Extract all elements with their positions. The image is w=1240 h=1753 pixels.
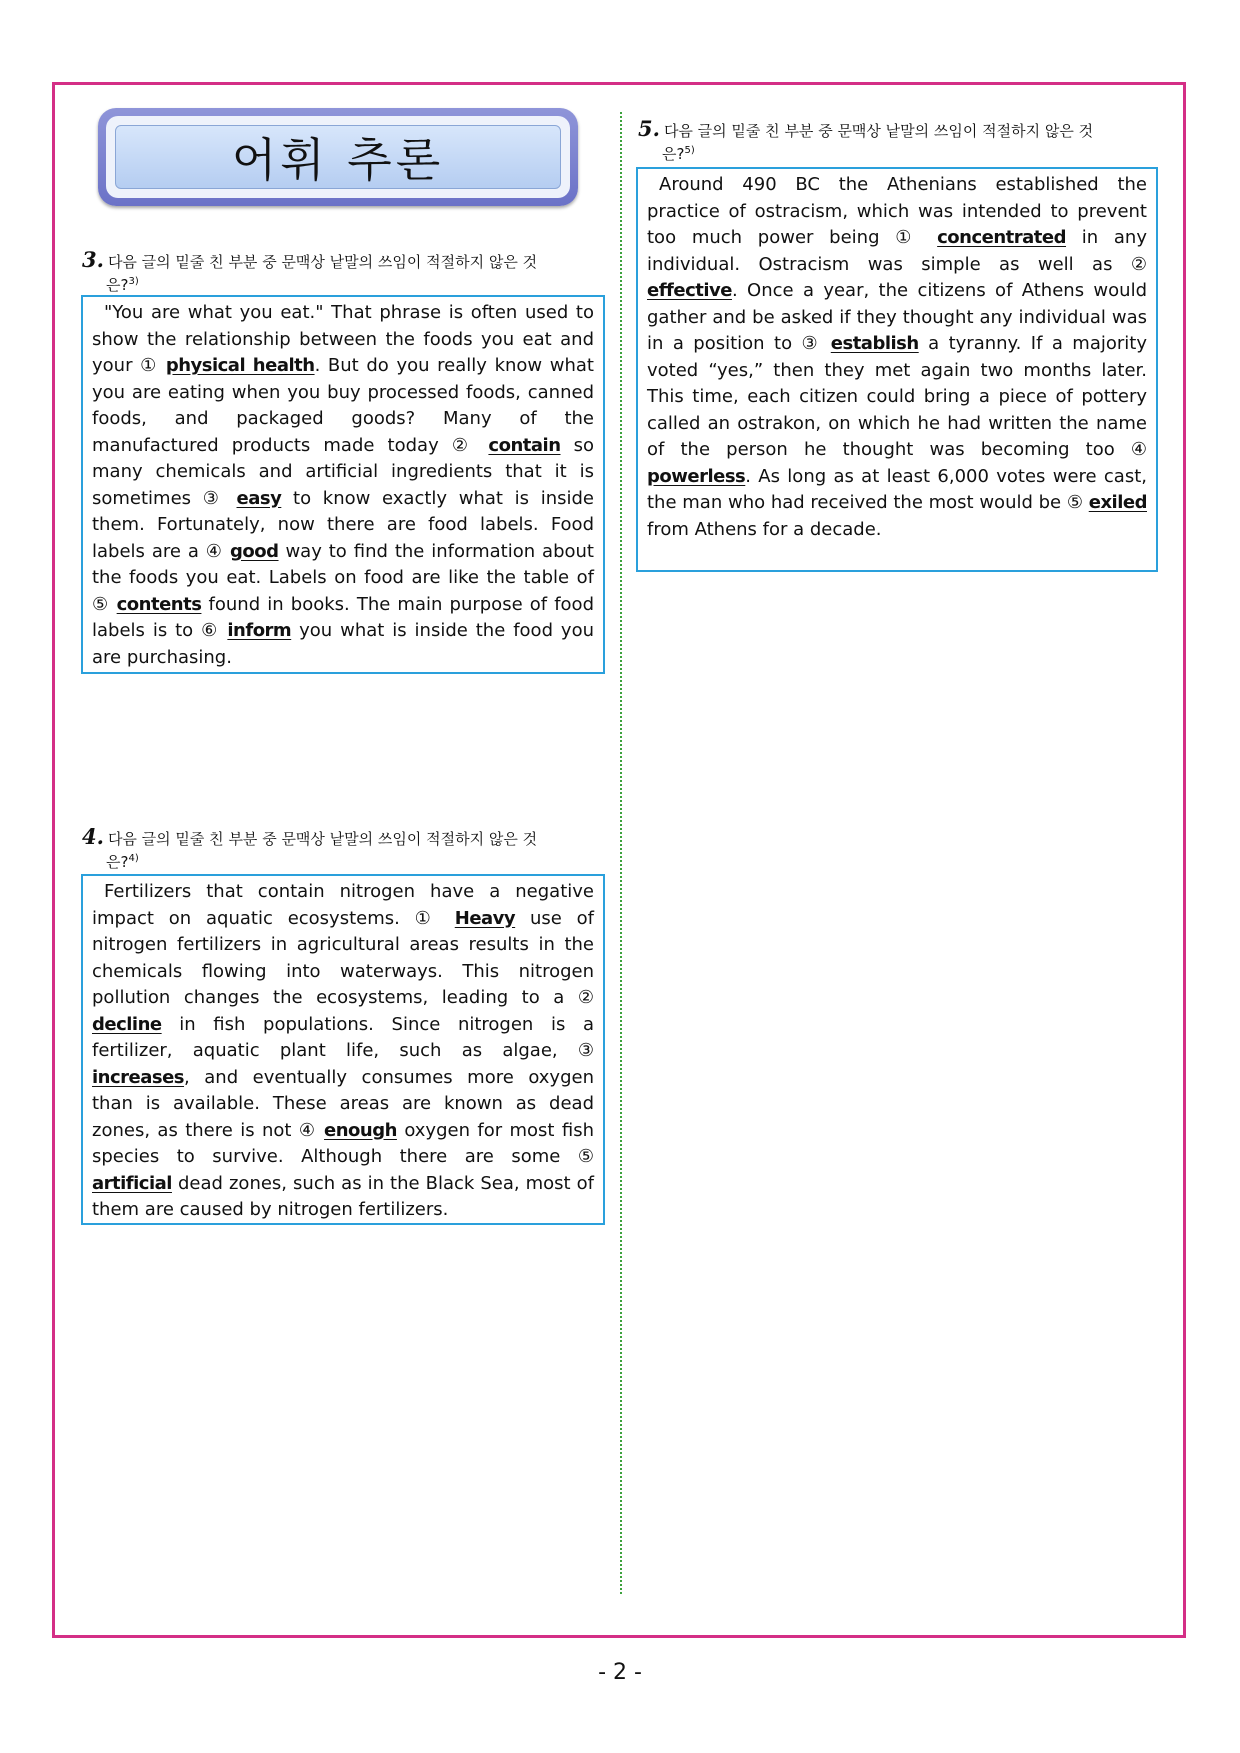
column-divider bbox=[620, 112, 622, 1594]
question-number: 3. bbox=[82, 247, 104, 272]
question-number: 4. bbox=[82, 824, 104, 849]
underlined-word: exiled bbox=[1088, 492, 1147, 513]
question-3-passage: "You are what you eat." That phrase is often used to show the relationship between the foods you eat and your ① physical health. But do you really know what you are eating when you buy processed foods, canned foods, and packaged goods? Many of the manufactured products made today ② contain so many chemicals and artificial ingredients that it is sometimes ③ easy to know exactly what is inside them. Fortunately, now there are food labels. Food labels are a ④ good way to find the information about the foods you eat. Labels on food are like the table of ⑤ contents found in books. The main purpose of food labels is to ⑥ inform you what is inside the food you are purchasing. bbox=[81, 295, 605, 674]
underlined-word: Heavy bbox=[454, 907, 516, 929]
question-5-passage: Around 490 BC the Athenians established the practice of ostracism, which was intended to prevent too much power being ① concentrated in any individual. Ostracism was simple as well as ② effective. Once a year, the citizens of Athens would gather and be asked if they thought any individual was in a position to ③ establish a tyranny. If a majority voted “yes,” then they met again two months later. This time, each citizen could bring a piece of pottery called an ostrakon, on which he had written the name of the person he thought was becoming too ④ powerless. As long as at least 6,000 votes were cast, the man who had received the most would be ⑤ exiled from Athens for a decade. bbox=[636, 167, 1158, 572]
question-4-header: 4. 다음 글의 밑줄 친 부분 중 문맥상 낱말의 쓰임이 적절하지 않은 것 은?$^{4)}$ bbox=[82, 824, 538, 871]
underlined-word: contain bbox=[488, 434, 561, 456]
underlined-word: physical health bbox=[165, 355, 315, 376]
question-4-passage: Fertilizers that contain nitrogen have a negative impact on aquatic ecosystems. ① Heavy use of nitrogen fertilizers in agricultural areas results in the chemicals flowing into waterways. This nitrogen pollution changes the ecosystems, leading to a ② decline in fish populations. Since nitrogen is a fertilizer, aquatic plant life, such as algae, ③ increases, and eventually consumes more oxygen than is available. These areas are known as dead zones, as there is not ④ enough oxygen for most fish species to survive. Although there are some ⑤ artificial dead zones, such as in the Black Sea, most of them are caused by nitrogen fertilizers. bbox=[81, 874, 605, 1225]
footnote-ref: 3) bbox=[128, 276, 139, 287]
underlined-word: artificial bbox=[92, 1172, 172, 1194]
question-3-header: 3. 다음 글의 밑줄 친 부분 중 문맥상 낱말의 쓰임이 적절하지 않은 것 은?$^{3)}$ bbox=[82, 247, 538, 294]
underlined-word: contents bbox=[116, 593, 202, 615]
footnote-ref: 5) bbox=[684, 145, 695, 156]
underlined-word: establish bbox=[830, 333, 919, 354]
page-number: - 2 - bbox=[598, 1660, 642, 1685]
question-5-header: 5. 다음 글의 밑줄 친 부분 중 문맥상 낱말의 쓰임이 적절하지 않은 것 은?$^{5)}$ bbox=[638, 116, 1094, 163]
footnote-ref: 4) bbox=[128, 853, 139, 864]
question-prompt: 다음 글의 밑줄 친 부분 중 문맥상 낱말의 쓰임이 적절하지 않은 것 bbox=[107, 830, 538, 848]
underlined-word: good bbox=[230, 540, 279, 562]
underlined-word: concentrated bbox=[937, 227, 1067, 248]
question-number: 5. bbox=[638, 116, 660, 141]
question-prompt: 다음 글의 밑줄 친 부분 중 문맥상 낱말의 쓰임이 적절하지 않은 것 bbox=[107, 253, 538, 271]
underlined-word: increases bbox=[92, 1066, 185, 1088]
section-title-banner bbox=[98, 108, 578, 206]
underlined-word: enough bbox=[324, 1119, 397, 1141]
underlined-word: decline bbox=[92, 1013, 162, 1035]
underlined-word: effective bbox=[647, 280, 732, 301]
underlined-word: inform bbox=[227, 620, 292, 641]
underlined-word: easy bbox=[236, 487, 282, 509]
section-title: 어휘 추론 bbox=[231, 133, 445, 187]
underlined-word: powerless bbox=[647, 465, 746, 487]
question-prompt: 다음 글의 밑줄 친 부분 중 문맥상 낱말의 쓰임이 적절하지 않은 것 bbox=[663, 122, 1094, 140]
